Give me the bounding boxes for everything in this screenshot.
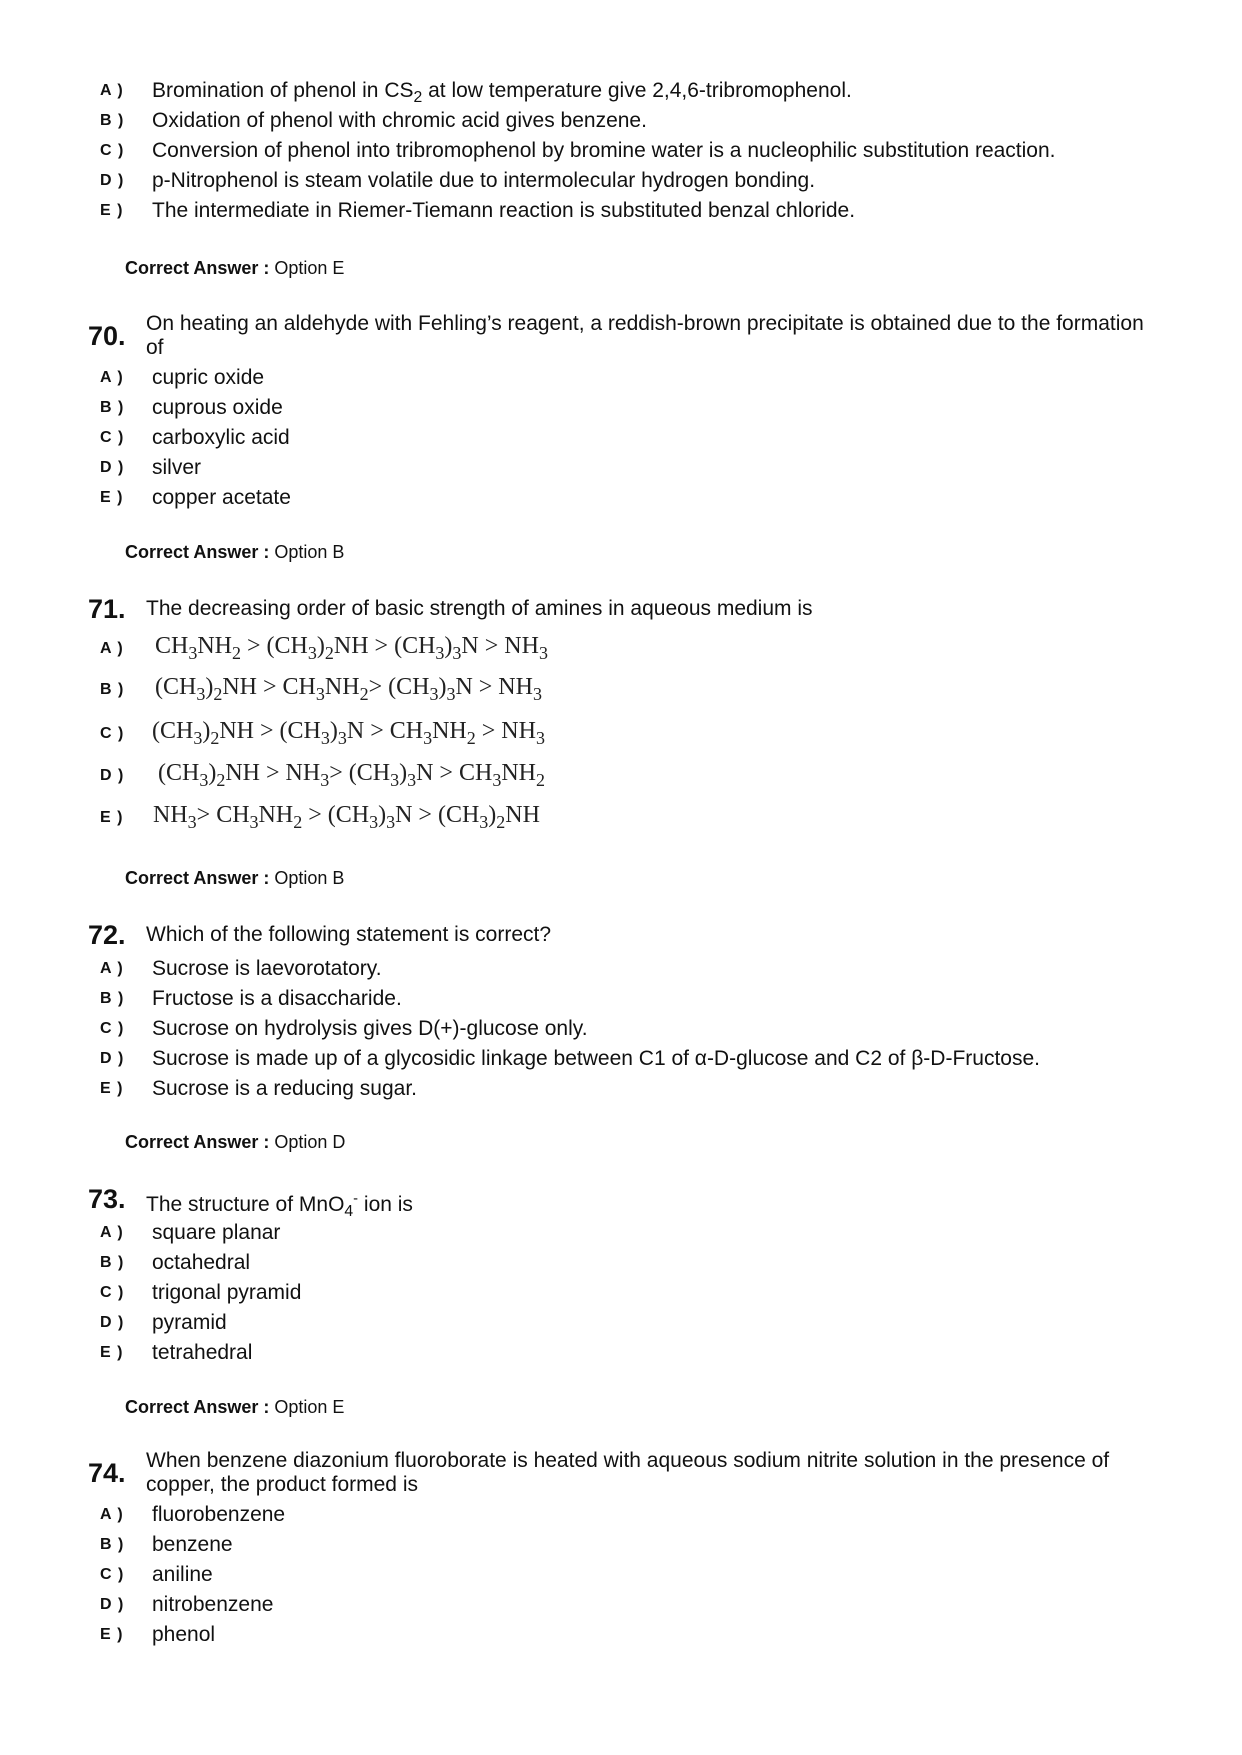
- q72-correct-answer: [125, 1132, 345, 1153]
- option-text: trigonal pyramid: [152, 1281, 302, 1304]
- q72-option-b[interactable]: [0, 984, 1242, 1014]
- answer-label: Correct Answer :: [125, 868, 270, 888]
- q72-question: Which of the following statement is correct?: [146, 923, 552, 946]
- option-text: Fructose is a disaccharide.: [152, 987, 402, 1010]
- option-formula: $(CH_3)_2NH > (CH_3)_3N > CH_3NH_2 > NH_3$: [152, 718, 545, 748]
- option-letter: E ): [100, 202, 124, 219]
- q73-question: The structure of MnO$_4$- ion is: [146, 1191, 413, 1221]
- option-text: fluorobenzene: [152, 1503, 286, 1526]
- answer-label: Correct Answer :: [125, 1132, 270, 1152]
- option-letter: B ): [100, 112, 125, 129]
- answer-value: Option B: [269, 868, 345, 888]
- option-text: silver: [152, 456, 202, 479]
- option-letter: C ): [100, 429, 125, 446]
- q73-option-b[interactable]: [0, 1248, 1242, 1278]
- option-letter: C ): [100, 1566, 125, 1583]
- option-letter: A ): [100, 82, 124, 99]
- option-letter: A ): [100, 640, 124, 657]
- q74-option-c[interactable]: [0, 1560, 1242, 1590]
- q70-option-b[interactable]: [0, 393, 1242, 423]
- option-text: Sucrose is a reducing sugar.: [152, 1077, 417, 1100]
- q73-correct-answer: [125, 1397, 344, 1418]
- option-letter: E ): [100, 1626, 124, 1643]
- option-letter: E ): [100, 1080, 124, 1097]
- option-letter: C ): [100, 1020, 125, 1037]
- answer-value: Option E: [269, 258, 345, 278]
- q69-option-d[interactable]: [0, 166, 1242, 196]
- option-letter: B ): [100, 1536, 125, 1553]
- q69-option-b[interactable]: [0, 106, 1242, 136]
- option-text: copper acetate: [152, 486, 291, 509]
- option-text: tetrahedral: [152, 1341, 253, 1364]
- answer-value: Option E: [269, 1397, 345, 1417]
- option-letter: D ): [100, 767, 125, 784]
- option-text: carboxylic acid: [152, 426, 290, 449]
- q71-option-a[interactable]: [0, 631, 1242, 661]
- option-letter: D ): [100, 1314, 125, 1331]
- q69-option-a[interactable]: [0, 76, 1242, 106]
- option-text: nitrobenzene: [152, 1593, 274, 1616]
- option-letter: C ): [100, 725, 125, 742]
- option-formula: $CH_3NH_2 > (CH_3)_2NH > (CH_3)_3N > NH_3$: [155, 633, 548, 663]
- option-text: Bromination of phenol in $CS_2$ at low temperature give 2,4,6-tribromophenol.: [152, 79, 852, 107]
- option-text: Sucrose is laevorotatory.: [152, 957, 382, 980]
- q71-question: The decreasing order of basic strength of amines in aqueous medium is: [146, 597, 813, 620]
- answer-label: Correct Answer :: [125, 258, 270, 278]
- option-letter: E ): [100, 809, 124, 826]
- option-letter: D ): [100, 172, 125, 189]
- q70-number: 70.: [88, 321, 126, 351]
- q69-option-c[interactable]: [0, 136, 1242, 166]
- answer-label: Correct Answer :: [125, 1397, 270, 1417]
- q74-number: 74.: [88, 1458, 126, 1488]
- q73-option-c[interactable]: [0, 1278, 1242, 1308]
- option-letter: C ): [100, 1284, 125, 1301]
- option-text: Sucrose is made up of a glycosidic linkage between C1 of α-D-glucose and C2 of β-D-Fructose.: [152, 1047, 1040, 1070]
- option-letter: B ): [100, 681, 125, 698]
- answer-value: Option B: [269, 542, 345, 562]
- option-letter: A ): [100, 1224, 124, 1241]
- q69-correct-answer: [125, 258, 344, 279]
- option-text: aniline: [152, 1563, 213, 1586]
- option-text: cuprous oxide: [152, 396, 283, 419]
- option-letter: A ): [100, 369, 124, 386]
- option-letter: B ): [100, 990, 125, 1007]
- q74-option-a[interactable]: [0, 1500, 1242, 1530]
- q71-option-e[interactable]: [0, 800, 1242, 830]
- q70-correct-answer: [125, 542, 344, 563]
- option-text: Oxidation of phenol with chromic acid gives benzene.: [152, 109, 647, 132]
- q71-option-c[interactable]: [0, 716, 1242, 746]
- option-text: benzene: [152, 1533, 233, 1556]
- q70-option-e[interactable]: [0, 483, 1242, 513]
- option-formula: $NH_3> CH_3NH_2 > (CH_3)_3N > (CH_3)_2NH$: [153, 802, 540, 832]
- q70-option-a[interactable]: [0, 363, 1242, 393]
- q74-option-d[interactable]: [0, 1590, 1242, 1620]
- q71-correct-answer: [125, 868, 344, 889]
- q73-option-a[interactable]: [0, 1218, 1242, 1248]
- q71-option-b[interactable]: [0, 672, 1242, 702]
- q72-option-e[interactable]: [0, 1074, 1242, 1104]
- option-letter: D ): [100, 459, 125, 476]
- option-letter: C ): [100, 142, 125, 159]
- q73-option-e[interactable]: [0, 1338, 1242, 1368]
- option-text: octahedral: [152, 1251, 251, 1274]
- option-formula: $(CH_3)_2NH > CH_3NH_2> (CH_3)_3N > NH_3$: [155, 674, 542, 704]
- option-letter: A ): [100, 960, 124, 977]
- q72-option-a[interactable]: [0, 954, 1242, 984]
- option-letter: E ): [100, 1344, 124, 1361]
- q74-option-e[interactable]: [0, 1620, 1242, 1650]
- q72-option-d[interactable]: [0, 1044, 1242, 1074]
- option-text: phenol: [152, 1623, 216, 1646]
- q74-question: When benzene diazonium fluoroborate is heated with aqueous sodium nitrite solution in the presence of copper, the product formed is: [146, 1449, 1110, 1496]
- q71-option-d[interactable]: [0, 758, 1242, 788]
- option-text: cupric oxide: [152, 366, 265, 389]
- q70-option-d[interactable]: [0, 453, 1242, 483]
- answer-value: Option D: [269, 1132, 346, 1152]
- option-letter: D ): [100, 1596, 125, 1613]
- answer-label: Correct Answer :: [125, 542, 270, 562]
- q74-option-b[interactable]: [0, 1530, 1242, 1560]
- q73-number: 73.: [88, 1184, 126, 1214]
- q70-question: On heating an aldehyde with Fehling’s reagent, a reddish-brown precipitate is obtained due to the formation of: [146, 312, 1144, 359]
- option-letter: D ): [100, 1050, 125, 1067]
- option-text: Conversion of phenol into tribromophenol by bromine water is a nucleophilic substitution reaction.: [152, 139, 1056, 162]
- option-text: The intermediate in Riemer-Tiemann reaction is substituted benzal chloride.: [152, 199, 856, 222]
- option-text: pyramid: [152, 1311, 227, 1334]
- q71-number: 71.: [88, 594, 126, 624]
- option-letter: B ): [100, 399, 125, 416]
- q72-number: 72.: [88, 920, 126, 950]
- q73-option-d[interactable]: [0, 1308, 1242, 1338]
- q69-option-e[interactable]: [0, 196, 1242, 226]
- q70-option-c[interactable]: [0, 423, 1242, 453]
- option-text: square planar: [152, 1221, 281, 1244]
- option-letter: B ): [100, 1254, 125, 1271]
- option-text: Sucrose on hydrolysis gives D(+)-glucose only.: [152, 1017, 588, 1040]
- option-formula: $(CH_3)_2NH > NH_3> (CH_3)_3N > CH_3NH_2$: [158, 760, 545, 790]
- option-text: p-Nitrophenol is steam volatile due to intermolecular hydrogen bonding.: [152, 169, 816, 192]
- option-letter: E ): [100, 489, 124, 506]
- q72-option-c[interactable]: [0, 1014, 1242, 1044]
- option-letter: A ): [100, 1506, 124, 1523]
